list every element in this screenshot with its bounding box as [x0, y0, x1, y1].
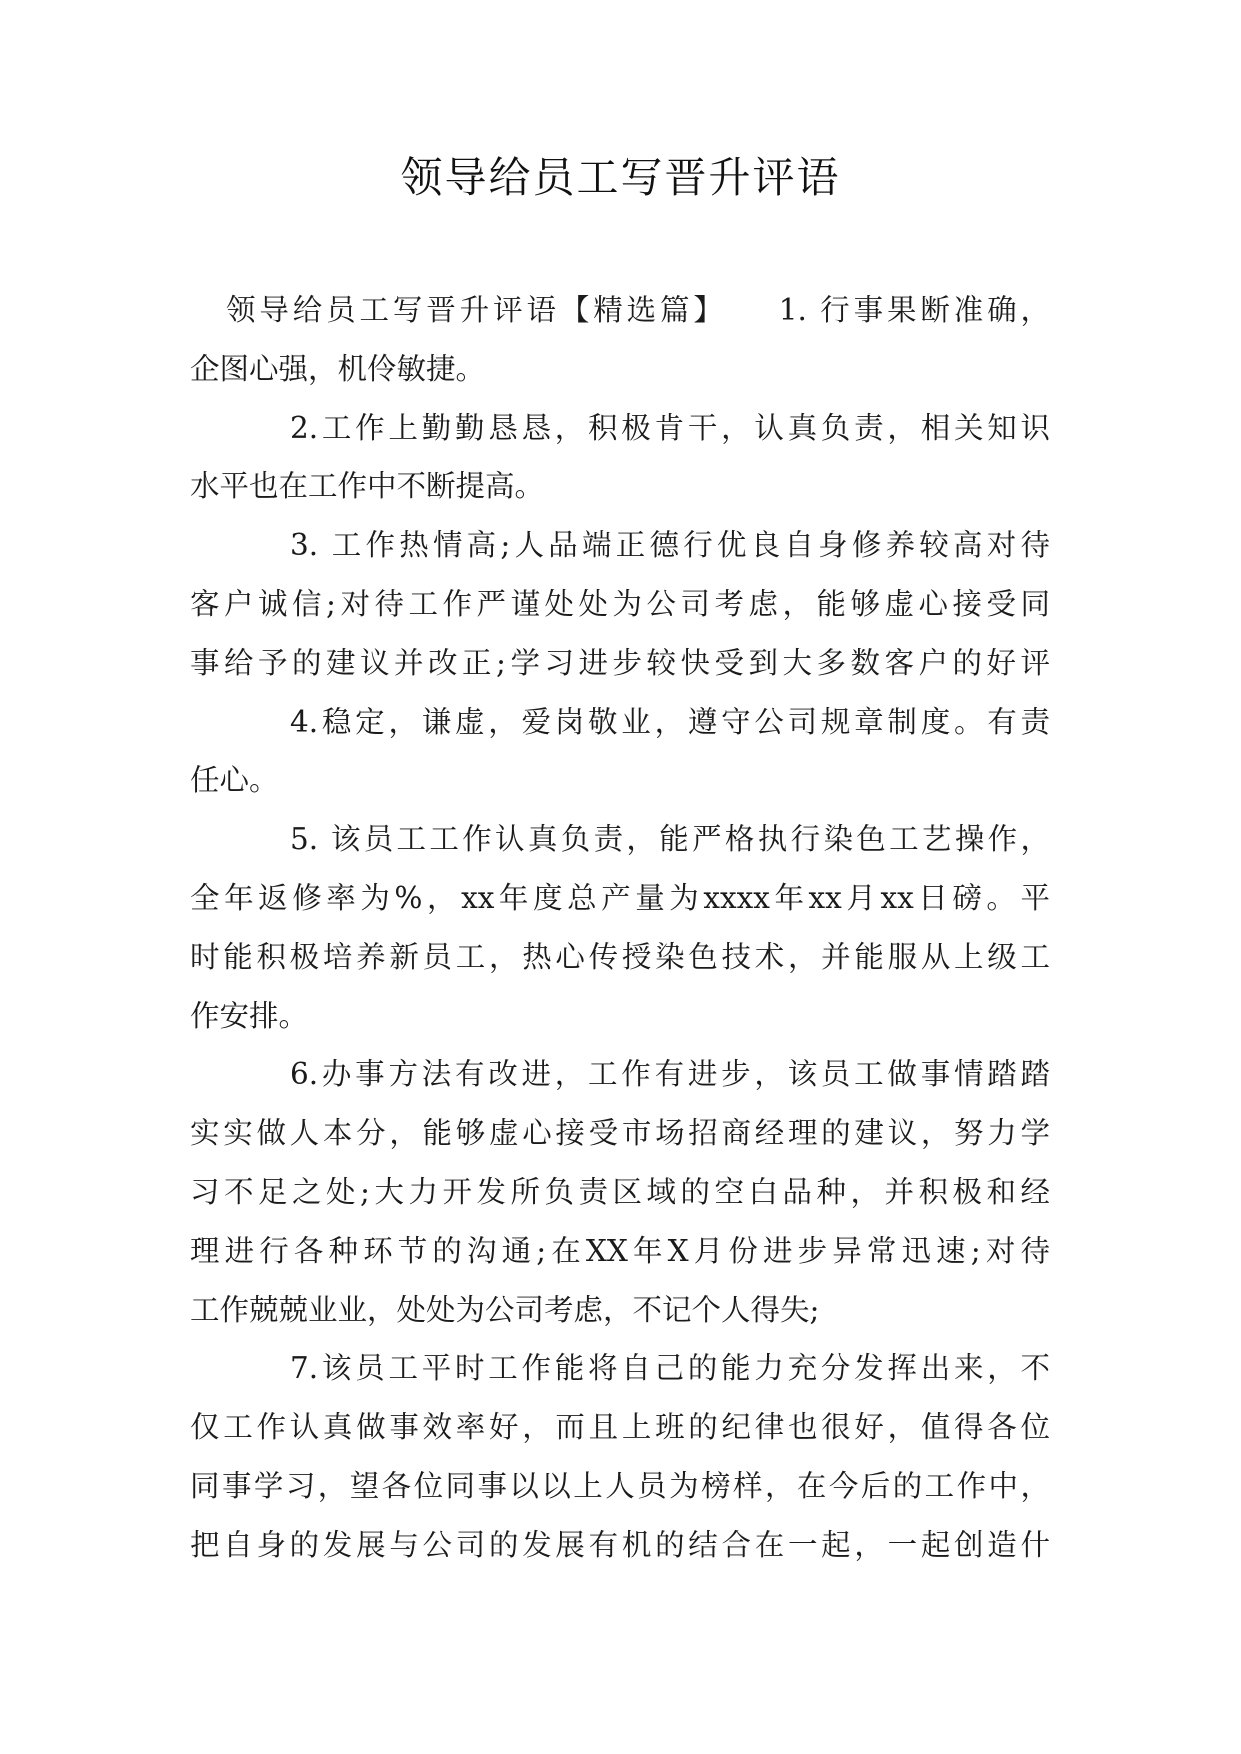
paragraph-line: 习不足之处;大力开发所负责区域的空白品种，并积极和经: [190, 1174, 1050, 1209]
paragraph-line: 仅工作认真做事效率好，而且上班的纪律也很好，值得各位: [190, 1410, 1050, 1445]
paragraph-line: 企图心强，机伶敏捷。: [190, 351, 486, 386]
paragraph-line: 4.稳定，谦虚，爱岗敬业，遵守公司规章制度。有责: [290, 704, 1050, 739]
paragraph-line: 作安排。: [190, 998, 309, 1033]
paragraph-line: 全年返修率为%，xx年度总产量为xxxx年xx月xx日磅。平: [190, 880, 1050, 915]
paragraph-line: 领导给员工写晋升评语【精选篇】 1. 行事果断准确，: [226, 293, 1050, 327]
paragraph-line: 理进行各种环节的沟通;在XX年X月份进步异常迅速;对待: [190, 1233, 1050, 1268]
paragraph-line: 任心。: [190, 763, 279, 798]
paragraph-line: 工作兢兢业业，处处为公司考虑，不记个人得失;: [190, 1292, 820, 1327]
paragraph-line: 水平也在工作中不断提高。: [190, 469, 545, 504]
paragraph-line: 3. 工作热情高;人品端正德行优良自身修养较高对待: [290, 528, 1050, 563]
paragraph-line: 同事学习，望各位同事以以上人员为榜样，在今后的工作中，: [190, 1468, 1050, 1503]
document-body: [190, 281, 1050, 1575]
paragraph-line: 2.工作上勤勤恳恳，积极肯干，认真负责，相关知识: [290, 410, 1050, 445]
paragraph-line: 实实做人本分，能够虚心接受市场招商经理的建议，努力学: [190, 1116, 1050, 1151]
paragraph-line: 7.该员工平时工作能将自己的能力充分发挥出来，不: [290, 1351, 1050, 1386]
paragraph-line: 把自身的发展与公司的发展有机的结合在一起，一起创造什: [190, 1527, 1050, 1562]
paragraph-line: 客户诚信;对待工作严谨处处为公司考虑，能够虚心接受同: [190, 586, 1050, 621]
paragraph-line: 5. 该员工工作认真负责，能严格执行染色工艺操作，: [290, 822, 1050, 857]
paragraph-line: 6.办事方法有改进，工作有进步，该员工做事情踏踏: [290, 1057, 1050, 1092]
document-title: 领导给员工写晋升评语: [400, 153, 841, 202]
paragraph-line: 事给予的建议并改正;学习进步较快受到大多数客户的好评: [190, 645, 1050, 680]
paragraph-line: 时能积极培养新员工，热心传授染色技术，并能服从上级工: [190, 939, 1050, 974]
